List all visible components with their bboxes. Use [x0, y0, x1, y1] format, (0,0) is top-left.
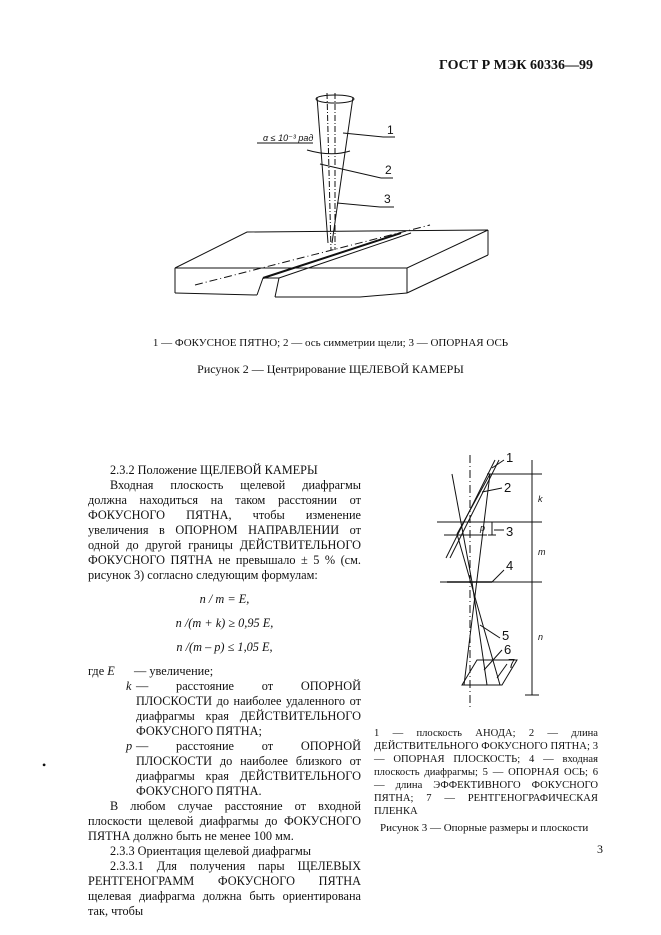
dim-n: n: [538, 632, 544, 642]
definition-text: — расстояние от ОПОРНОЙ ПЛОСКОСТИ до наиболее удаленного от диафрагмы края ДЕЙСТВИТЕЛЬНОГО ФОКУСНОГО ПЯТНА;: [136, 679, 361, 738]
where-label: где E: [88, 664, 115, 678]
figure-3-caption: 1 — плоскость АНОДА; 2 — длина ДЕЙСТВИТЕЛЬНОГО ФОКУСНОГО ПЯТНА; 3 — ОПОРНАЯ ПЛОСКОСТЬ; 4 — входная плоскость диафрагмы; 5 — ОПОРНАЯ ОСЬ; 6 — длина ЭФФЕКТИВНОГО ФОКУСНОГО ПЯТНА; 7 — РЕНТГЕНОГРАФИЧЕСКАЯ ПЛЕНКА: [374, 728, 598, 817]
figure-3-title: Рисунок 3 — Опорные размеры и плоскости: [380, 822, 589, 834]
angle-label: α ≤ 10⁻³ рад: [263, 133, 314, 143]
callout-3: 3: [384, 192, 391, 206]
dim-m: m: [538, 547, 546, 557]
definition-text: — расстояние от ОПОРНОЙ ПЛОСКОСТИ до наиболее близкого от диафрагмы края ДЕЙСТВИТЕЛЬНОГО ФОКУСНОГО ПЯТНА.: [136, 739, 361, 798]
fig3-callout-5: 5: [502, 628, 510, 643]
body-text-column: [88, 463, 361, 919]
fig3-callout-3: 3: [506, 524, 514, 539]
definition-row: k — расстояние от ОПОРНОЙ ПЛОСКОСТИ до наиболее удаленного от диафрагмы края ДЕЙСТВИТЕЛЬНОГО ФОКУСНОГО ПЯТНА;: [126, 679, 361, 738]
fig3-callout-6: 6: [504, 642, 512, 657]
figure-2-caption: 1 — ФОКУСНОЕ ПЯТНО; 2 — ось симметрии щели; 3 — ОПОРНАЯ ОСЬ: [152, 337, 509, 349]
distance-paragraph: В любом случае расстояние от входной плоскости щелевой диафрагмы до ФОКУСНОГО ПЯТНА должно быть не менее 100 мм.: [88, 799, 361, 843]
page-number: 3: [597, 842, 603, 856]
formula-1: n / m = E,: [199, 592, 250, 606]
figure-2-title: Рисунок 2 — Центрирование ЩЕЛЕВОЙ КАМЕРЫ: [197, 362, 464, 376]
section-heading: 2.3.2 Положение ЩЕЛЕВОЙ КАМЕРЫ: [110, 463, 318, 477]
paragraph-2331: 2.3.3.1 Для получения пары ЩЕЛЕВЫХ РЕНТГЕНОГРАММ ФОКУСНОГО ПЯТНА щелевая диафрагма должна быть ориентирована так, чтобы: [88, 859, 361, 918]
fig3-callout-1: 1: [506, 450, 514, 465]
fig3-callout-7: 7: [508, 656, 516, 671]
figure-2-drawing: [165, 85, 505, 310]
definition-row: p — расстояние от ОПОРНОЙ ПЛОСКОСТИ до наиболее близкого от диафрагмы края ДЕЙСТВИТЕЛЬНОГО ФОКУСНОГО ПЯТНА.: [126, 739, 361, 798]
formula-3: n /(m – p) ≤ 1,05 E,: [176, 640, 273, 654]
fig3-callout-4: 4: [506, 558, 514, 573]
sub-heading: 2.3.3 Ориентация щелевой диафрагмы: [110, 844, 312, 858]
page-header: ГОСТ Р МЭК 60336—99: [439, 58, 593, 73]
figure-3-drawing: [392, 450, 562, 715]
dim-p: p: [480, 523, 486, 533]
definition-text: — увеличение;: [134, 664, 214, 678]
stray-mark: •: [42, 758, 47, 772]
callout-2: 2: [385, 163, 392, 177]
definitions-list: [88, 664, 361, 799]
definition-row: [88, 664, 361, 679]
dim-k: k: [538, 494, 543, 504]
intro-paragraph: Входная плоскость щелевой диафрагмы должна находиться на таком расстоянии от ФОКУСНОГО ПЯТНА, чтобы изменение увеличения в ОПОРНОМ НАПРАВЛЕНИИ от одной до другой границы ДЕЙСТВИТЕЛЬНОГО ФОКУСНОГО ПЯТНА не превышало ± 5 % (см. рисунок 3) согласно следующим формулам:: [88, 478, 361, 582]
callout-1: 1: [387, 123, 394, 137]
fig3-callout-2: 2: [504, 480, 512, 495]
formula-2: n /(m + k) ≥ 0,95 E,: [175, 616, 274, 630]
